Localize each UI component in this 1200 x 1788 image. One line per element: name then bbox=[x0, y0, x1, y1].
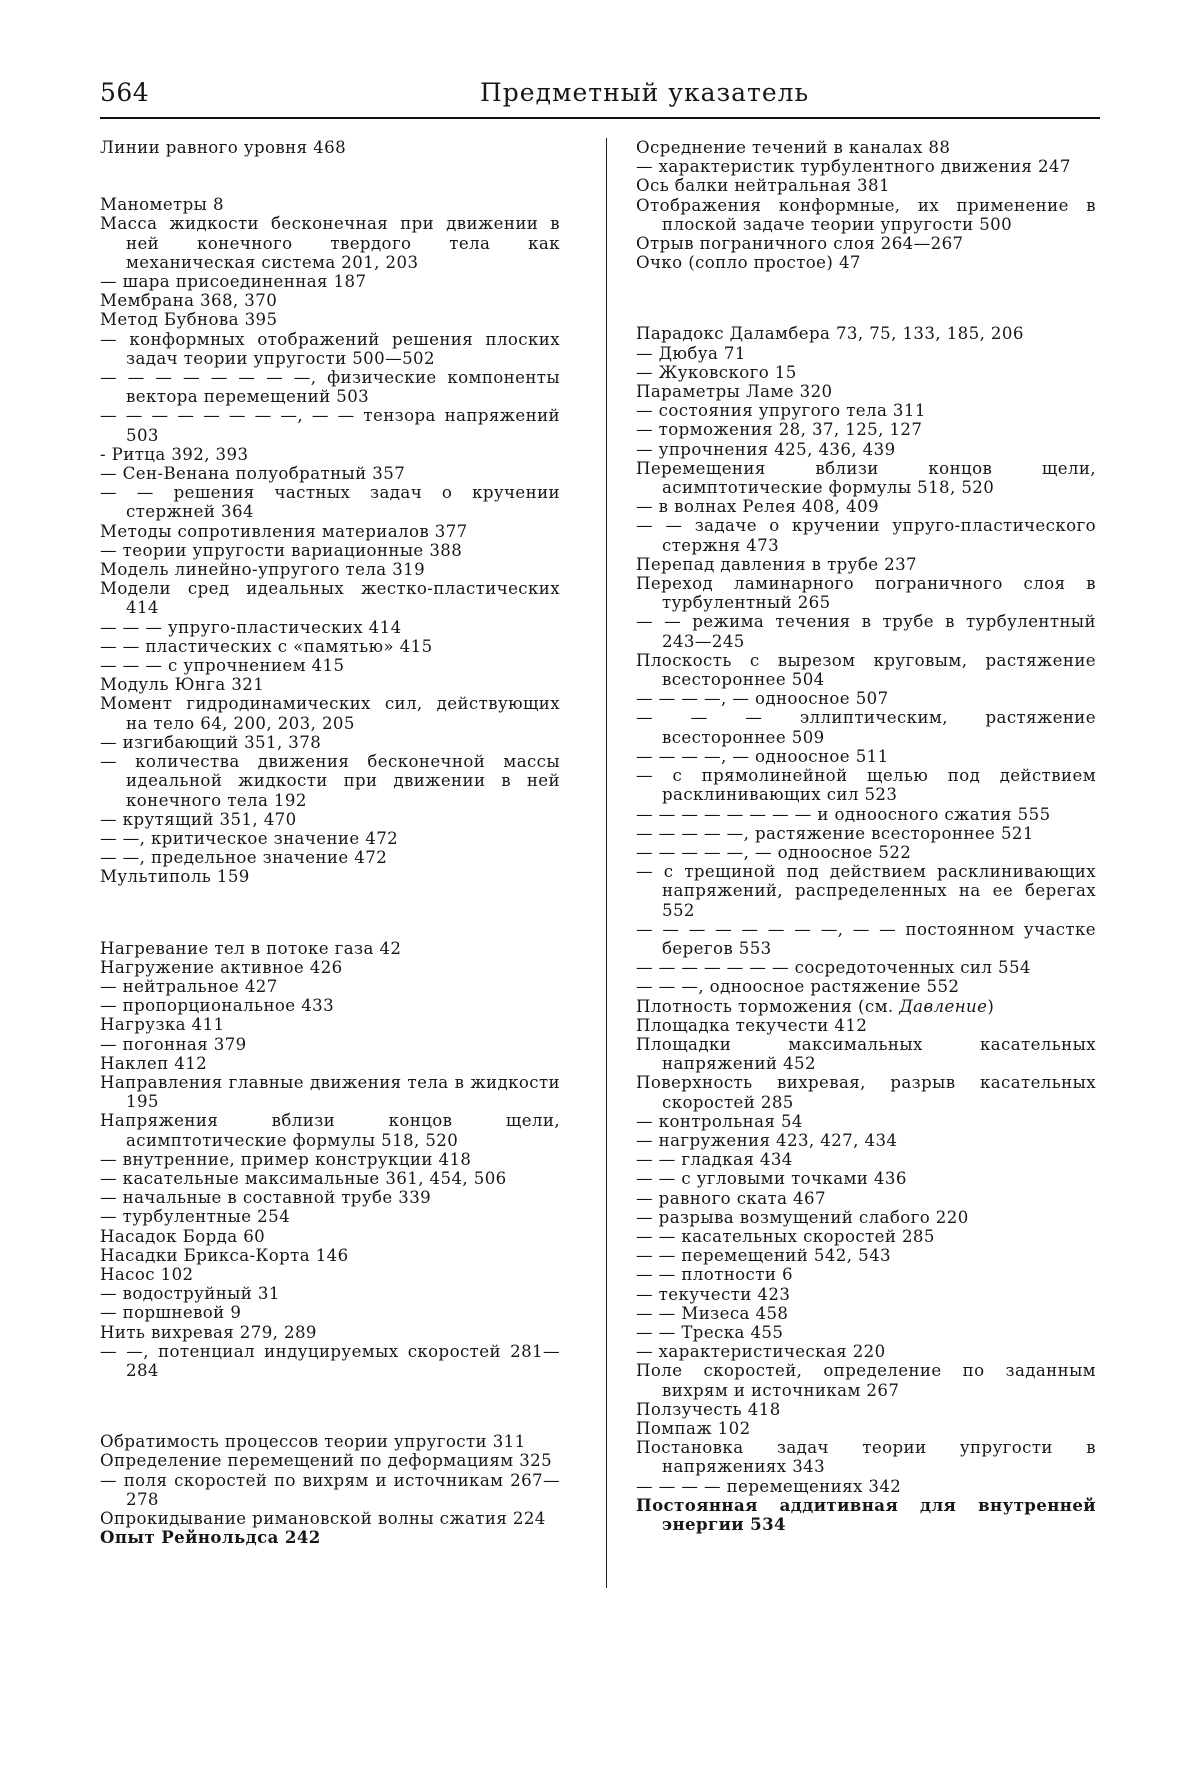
header-rule bbox=[100, 117, 1100, 119]
index-entry: — конформных отображений решения плоских задач теории упругости 500—502 bbox=[100, 329, 560, 368]
index-entry: — текучести 423 bbox=[636, 1284, 791, 1304]
index-entry: — торможения 28, 37, 125, 127 bbox=[636, 420, 923, 440]
index-entry: — — Мизеса 458 bbox=[636, 1303, 789, 1323]
section-gap bbox=[100, 1380, 560, 1432]
index-entry: — — гладкая 434 bbox=[636, 1150, 793, 1170]
index-entry: — — — — перемещениях 342 bbox=[636, 1476, 902, 1496]
index-entry: — в волнах Релея 408, 409 bbox=[636, 497, 879, 517]
index-entry: Модель линейно-упругого тела 319 bbox=[100, 560, 426, 580]
index-entry: — изгибающий 351, 378 bbox=[100, 732, 322, 752]
index-entry: — — с угловыми точками 436 bbox=[636, 1169, 907, 1189]
index-entry: Параметры Ламе 320 bbox=[636, 382, 833, 402]
index-entry: — — перемещений 542, 543 bbox=[636, 1246, 891, 1266]
index-entry: Постоянная аддитивная для внутренней энергии 534 bbox=[636, 1494, 1096, 1535]
cross-ref-close: ) bbox=[987, 996, 995, 1016]
index-entry: — — касательных скоростей 285 bbox=[636, 1226, 935, 1246]
running-title: Предметный указатель bbox=[480, 78, 810, 107]
index-entry: — — — — — — — сосредоточенных сил 554 bbox=[636, 958, 1031, 978]
entry-text: Плотность торможения (см. bbox=[636, 996, 900, 1016]
page-number: 564 bbox=[100, 78, 150, 107]
index-entry: — пропорциональное 433 bbox=[100, 996, 335, 1016]
index-entry: Опрокидывание римановской волны сжатия 224 bbox=[100, 1509, 546, 1528]
index-entry: — равного ската 467 bbox=[636, 1188, 826, 1208]
index-entry: — — — упруго-пластических 414 bbox=[100, 617, 402, 637]
index-entry: Перемещения вблизи концов щели, асимптотические формулы 518, 520 bbox=[636, 458, 1096, 498]
index-entry: Отображения конформные, их применение в плоской задаче теории упругости 500 bbox=[636, 195, 1096, 234]
index-entry: Нить вихревая 279, 289 bbox=[100, 1322, 317, 1342]
index-entry: — характеристическая 220 bbox=[636, 1342, 886, 1362]
index-entry: — — — — — — — —, — — тензора напряжений 503 bbox=[100, 406, 560, 445]
index-entry: Площадки максимальных касательных напряжений 452 bbox=[636, 1034, 1096, 1074]
index-entry: — — — — — — — —, — — постоянном участке берегов 553 bbox=[636, 919, 1096, 958]
index-entry: Насадки Брикса-Корта 146 bbox=[100, 1245, 349, 1265]
index-entry: Постановка задач теории упругости в напряжениях 343 bbox=[636, 1438, 1096, 1477]
page-header bbox=[100, 70, 1100, 110]
index-entry: — внутренние, пример конструкции 418 bbox=[100, 1149, 472, 1169]
index-entry: — — плотности 6 bbox=[636, 1265, 793, 1285]
index-entry: Модели сред идеальных жестко-пластических 414 bbox=[100, 579, 560, 618]
index-entry: — упрочнения 425, 436, 439 bbox=[636, 439, 896, 459]
index-entry: Направления главные движения тела в жидкости 195 bbox=[100, 1072, 560, 1112]
index-entry: — с прямолинейной щелью под действием расклинивающих сил 523 bbox=[636, 766, 1096, 805]
index-entry: — — —, одноосное растяжение 552 bbox=[636, 977, 960, 997]
index-entry: Наклеп 412 bbox=[100, 1053, 208, 1073]
index-entry: Метод Бубнова 395 bbox=[100, 310, 278, 330]
index-entry: — —, предельное значение 472 bbox=[100, 848, 388, 868]
index-entry: — — задаче о кручении упруго-пластического стержня 473 bbox=[636, 516, 1096, 555]
index-entry: — — — —, — одноосное 511 bbox=[636, 746, 889, 766]
index-entry: — поршневой 9 bbox=[100, 1303, 242, 1323]
index-entry: — касательные максимальные 361, 454, 506 bbox=[100, 1168, 507, 1188]
index-entry: — — — эллиптическим, растяжение всестороннее 509 bbox=[636, 708, 1096, 747]
index-entry: — поля скоростей по вихрям и источникам 267—278 bbox=[100, 1470, 560, 1509]
column-divider bbox=[606, 138, 607, 1588]
index-entry: — — пластических с «памятью» 415 bbox=[100, 636, 433, 656]
index-entry: — турбулентные 254 bbox=[100, 1207, 291, 1227]
index-entry: — Сен-Венана полуобратный 357 bbox=[100, 464, 406, 484]
index-entry: Плоскость с вырезом круговым, растяжение всестороннее 504 bbox=[636, 650, 1096, 690]
index-entry: Ось балки нейтральная 381 bbox=[636, 176, 890, 196]
cross-ref-term: Давление bbox=[899, 996, 988, 1016]
index-entry: — —, потенциал индуцируемых скоростей 281—284 bbox=[100, 1341, 560, 1380]
index-entry: Осреднение течений в каналах 88 bbox=[636, 138, 951, 157]
index-entry: Насос 102 bbox=[100, 1264, 194, 1284]
index-entry: — контрольная 54 bbox=[636, 1111, 803, 1131]
index-entry: Очко (сопло простое) 47 bbox=[636, 253, 861, 273]
index-entry: — — — с упрочнением 415 bbox=[100, 656, 345, 676]
index-entry: — нагружения 423, 427, 434 bbox=[636, 1130, 898, 1150]
index-entry: — — — — — — — —, физические компоненты вектора перемещений 503 bbox=[100, 368, 560, 407]
index-entry: Площадка текучести 412 bbox=[636, 1015, 868, 1035]
index-entry: Определение перемещений по деформациям 325 bbox=[100, 1451, 553, 1471]
index-entry: Методы сопротивления материалов 377 bbox=[100, 521, 468, 541]
index-entry: — водоструйный 31 bbox=[100, 1284, 280, 1304]
index-entry: Мембрана 368, 370 bbox=[100, 291, 278, 311]
index-entry: — состояния упругого тела 311 bbox=[636, 401, 926, 421]
index-entry: — теории упругости вариационные 388 bbox=[100, 540, 463, 560]
index-entry-cross-ref bbox=[636, 997, 1096, 1016]
section-gap bbox=[100, 157, 560, 195]
index-entry: — — — — —, растяжение всестороннее 521 bbox=[636, 823, 1034, 843]
index-entry: — —, критическое значение 472 bbox=[100, 828, 399, 848]
index-entry: Момент гидродинамических сил, действующих на тело 64, 200, 203, 205 bbox=[100, 694, 560, 733]
index-entry: — — — —, — одноосное 507 bbox=[636, 689, 889, 709]
index-entry: Опыт Рейнольдса 242 bbox=[100, 1527, 321, 1548]
index-entry: — — — — —, — одноосное 522 bbox=[636, 842, 912, 862]
index-entry: Насадок Борда 60 bbox=[100, 1226, 266, 1246]
index-entry: Поверхность вихревая, разрыв касательных скоростей 285 bbox=[636, 1073, 1096, 1112]
index-entry: — нейтральное 427 bbox=[100, 976, 278, 996]
index-entry: — погонная 379 bbox=[100, 1034, 247, 1054]
index-column-right bbox=[636, 138, 1096, 1534]
index-entry: — — Треска 455 bbox=[636, 1322, 784, 1342]
index-entry: Перепад давления в трубе 237 bbox=[636, 554, 917, 574]
index-entry: Помпаж 102 bbox=[636, 1419, 751, 1438]
index-entry: Нагружение активное 426 bbox=[100, 957, 343, 977]
index-entry: — разрыва возмущений слабого 220 bbox=[636, 1207, 969, 1227]
index-entry: — Жуковского 15 bbox=[636, 362, 797, 382]
index-column-left bbox=[100, 138, 560, 1547]
index-entry: — — — — — — — — и одноосного сжатия 555 bbox=[636, 804, 1051, 824]
index-entry: — — решения частных задач о кручении стержней 364 bbox=[100, 483, 560, 522]
index-entry: Мультиполь 159 bbox=[100, 867, 250, 887]
index-entry: Ползучесть 418 bbox=[636, 1399, 781, 1419]
index-entry: Модуль Юнга 321 bbox=[100, 675, 265, 695]
index-entry: — с трещиной под действием расклинивающих напряжений, распределенных на ее берегах 552 bbox=[636, 862, 1096, 920]
index-entry: — количества движения бесконечной массы идеальной жидкости при движении в ней конечного тела 192 bbox=[100, 752, 560, 810]
index-entry: Напряжения вблизи концов щели, асимптотические формулы 518, 520 bbox=[100, 1111, 560, 1150]
index-entry: Поле скоростей, определение по заданным вихрям и источникам 267 bbox=[636, 1361, 1096, 1400]
index-entry: — крутящий 351, 470 bbox=[100, 809, 297, 829]
index-entry: Обратимость процессов теории упругости 311 bbox=[100, 1432, 526, 1452]
index-entry: Отрыв пограничного слоя 264—267 bbox=[636, 234, 964, 254]
index-entry: — — режима течения в трубе в турбулентный 243—245 bbox=[636, 612, 1096, 651]
index-entry: Манометры 8 bbox=[100, 195, 224, 215]
index-entry: Переход ламинарного пограничного слоя в турбулентный 265 bbox=[636, 574, 1096, 613]
index-entry: — характеристик турбулентного движения 247 bbox=[636, 157, 1071, 177]
index-entry: Нагревание тел в потоке газа 42 bbox=[100, 938, 402, 958]
section-gap bbox=[636, 272, 1096, 324]
index-entry: - Ритца 392, 393 bbox=[100, 444, 249, 464]
index-entry: Нагрузка 411 bbox=[100, 1015, 225, 1035]
index-entry: Масса жидкости бесконечная при движении в ней конечного твердого тела как механическая система 201, 203 bbox=[100, 214, 560, 272]
section-gap bbox=[100, 887, 560, 939]
index-entry: Парадокс Даламбера 73, 75, 133, 185, 206 bbox=[636, 324, 1024, 344]
index-entry: — шара присоединенная 187 bbox=[100, 272, 367, 292]
index-entry: — начальные в составной трубе 339 bbox=[100, 1188, 432, 1208]
index-entry: Линии равного уровня 468 bbox=[100, 138, 347, 157]
index-entry: — Дюбуа 71 bbox=[636, 343, 746, 363]
